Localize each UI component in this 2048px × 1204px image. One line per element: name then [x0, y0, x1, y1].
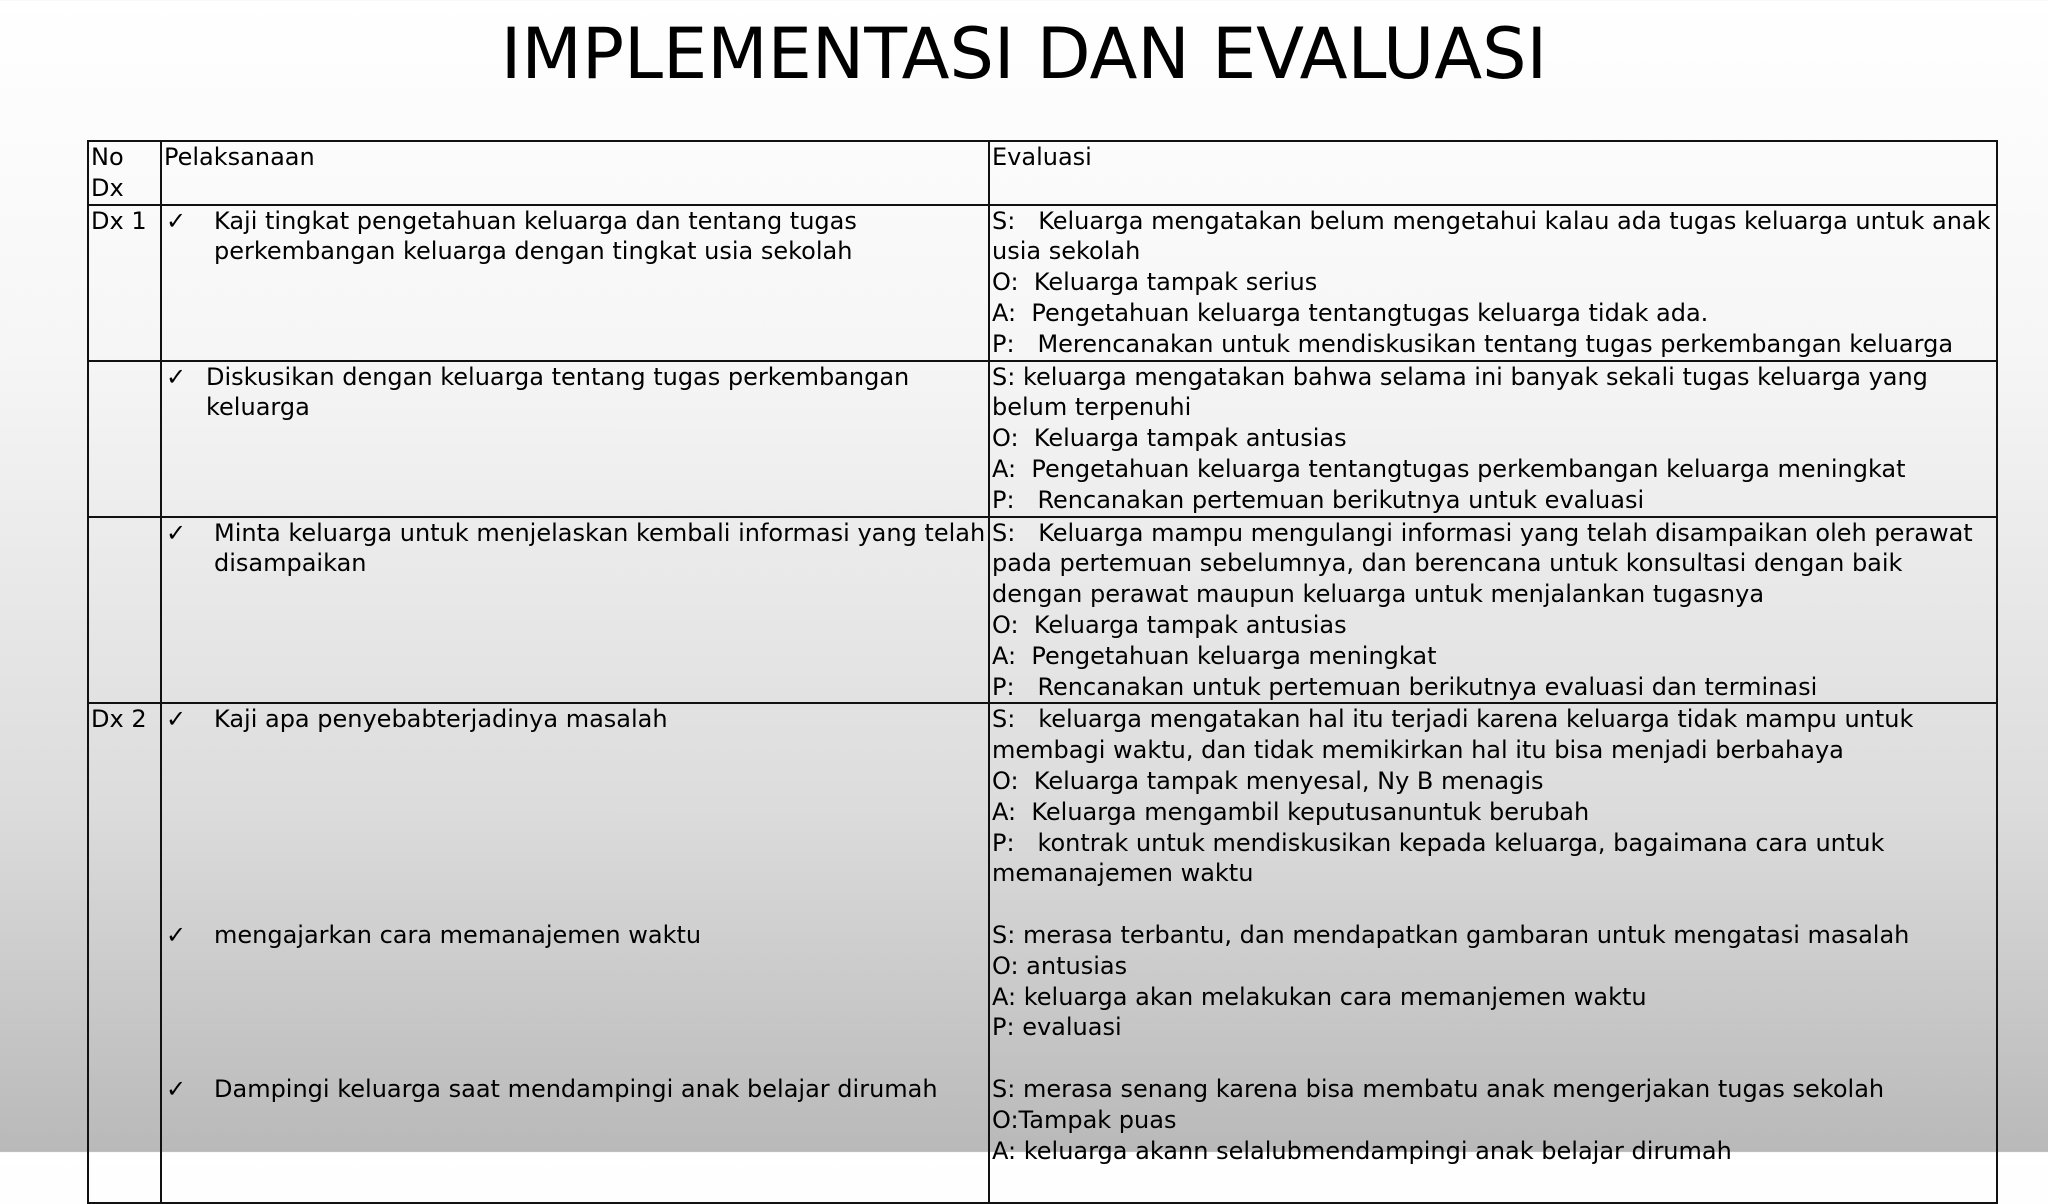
cell-no-dx	[88, 517, 161, 704]
implementation-evaluation-table	[87, 140, 1998, 1204]
evaluasi-o: O: Keluarga tampak antusias	[992, 424, 1347, 453]
evaluasi-o: O: Keluarga tampak serius	[992, 268, 1318, 297]
checkmark-icon: ✓	[166, 518, 187, 547]
header-pelaksanaan: Pelaksanaan	[161, 141, 989, 205]
evaluasi-p: P: kontrak untuk mendiskusikan kepada keluarga, bagaimana cara untuk memanajemen waktu	[992, 828, 1893, 888]
cell-no-dx	[88, 361, 161, 517]
evaluasi-a: A: Pengetahuan keluarga tentangtugas keluarga tidak ada.	[992, 298, 1709, 327]
spacer	[164, 735, 986, 920]
cell-pelaksanaan	[161, 361, 989, 517]
evaluasi-o: O: Keluarga tampak menyesal, Ny B menagis	[992, 766, 1544, 795]
evaluasi-a: A: Keluarga mengambil keputusanuntuk berubah	[992, 797, 1590, 826]
checkmark-icon: ✓	[166, 362, 187, 391]
pelaksanaan-text: Diskusikan dengan keluarga tentang tugas perkembangan keluarga	[206, 362, 910, 422]
spacer	[164, 951, 986, 1074]
evaluasi-s: S: merasa terbantu, dan mendapatkan gambaran untuk mengatasi masalah	[992, 920, 1910, 949]
cell-evaluasi	[989, 517, 1997, 704]
spacer	[992, 1043, 1994, 1074]
evaluasi-o: O: antusias	[992, 951, 1128, 980]
header-dx: Dx	[91, 173, 124, 202]
evaluasi-s: S: keluarga mengatakan hal itu terjadi karena keluarga tidak mampu untuk membagi waktu, dan tidak memikirkan hal itu bisa menjadi berbahaya	[992, 705, 1922, 765]
evaluasi-a: A: keluarga akann selalubmendampingi anak belajar dirumah	[992, 1136, 1732, 1165]
pelaksanaan-item	[164, 518, 986, 580]
spacer	[992, 889, 1994, 920]
evaluasi-s: S: Keluarga mengatakan belum mengetahui kalau ada tugas keluarga untuk anak usia sekolah	[992, 206, 1999, 266]
evaluasi-s: S: keluarga mengatakan bahwa selama ini banyak sekali tugas keluarga yang belum terpenuhi	[992, 362, 1936, 422]
cell-no-dx: Dx 1	[88, 205, 161, 361]
table-row	[88, 205, 1997, 361]
evaluasi-a: A: keluarga akan melakukan cara memanjemen waktu	[992, 982, 1647, 1011]
checkmark-icon: ✓	[166, 705, 187, 734]
cell-pelaksanaan	[161, 703, 989, 1203]
pelaksanaan-item	[164, 206, 986, 268]
evaluasi-p: P: Rencanakan untuk pertemuan berikutnya evaluasi dan terminasi	[992, 672, 1818, 701]
evaluasi-p: P: evaluasi	[992, 1013, 1122, 1042]
checkmark-icon: ✓	[166, 921, 187, 950]
checkmark-icon: ✓	[166, 206, 187, 235]
header-no-dx	[88, 141, 161, 205]
checkmark-icon: ✓	[166, 1074, 187, 1103]
table-row	[88, 517, 1997, 704]
evaluasi-a: A: Pengetahuan keluarga tentangtugas perkembangan keluarga meningkat	[992, 454, 1906, 483]
pelaksanaan-text: Minta keluarga untuk menjelaskan kembali informasi yang telah disampaikan	[214, 518, 986, 578]
table-header-row	[88, 141, 1997, 205]
evaluasi-p: P: Merencanakan untuk mendiskusikan tentang tugas perkembangan keluarga	[992, 329, 1954, 358]
header-no: No	[91, 143, 124, 171]
cell-evaluasi	[989, 361, 1997, 517]
table-row	[88, 703, 1997, 1203]
evaluasi-s: S: merasa senang karena bisa membatu anak mengerjakan tugas sekolah	[992, 1074, 1885, 1103]
table-row	[88, 361, 1997, 517]
pelaksanaan-text: Kaji apa penyebabterjadinya masalah	[214, 705, 668, 734]
pelaksanaan-text: mengajarkan cara memanajemen waktu	[214, 921, 702, 950]
cell-no-dx: Dx 2	[88, 703, 161, 1203]
cell-pelaksanaan	[161, 205, 989, 361]
pelaksanaan-item	[164, 1074, 986, 1105]
header-evaluasi: Evaluasi	[989, 141, 1997, 205]
pelaksanaan-text: Dampingi keluarga saat mendampingi anak belajar dirumah	[214, 1074, 938, 1103]
evaluasi-a: A: Pengetahuan keluarga meningkat	[992, 641, 1437, 670]
pelaksanaan-item	[164, 704, 986, 735]
pelaksanaan-item	[164, 920, 986, 951]
cell-pelaksanaan	[161, 517, 989, 704]
evaluasi-p: P: Rencanakan pertemuan berikutnya untuk evaluasi	[992, 485, 1645, 514]
cell-evaluasi	[989, 703, 1997, 1203]
pelaksanaan-text: Kaji tingkat pengetahuan keluarga dan tentang tugas perkembangan keluarga dengan tingkat usia sekolah	[214, 206, 857, 266]
page-title: IMPLEMENTASI DAN EVALUASI	[500, 13, 1548, 95]
evaluasi-s: S: Keluarga mampu mengulangi informasi yang telah disampaikan oleh perawat pada pertemuan sebelumnya, dan berencana untuk konsultasi dengan baik dengan perawat maupun keluarga untuk menjalankan tugasnya	[992, 518, 1981, 609]
evaluasi-o: O: Keluarga tampak antusias	[992, 610, 1347, 639]
evaluasi-o: O:Tampak puas	[992, 1105, 1177, 1134]
cell-evaluasi	[989, 205, 1997, 361]
pelaksanaan-item	[164, 362, 986, 424]
